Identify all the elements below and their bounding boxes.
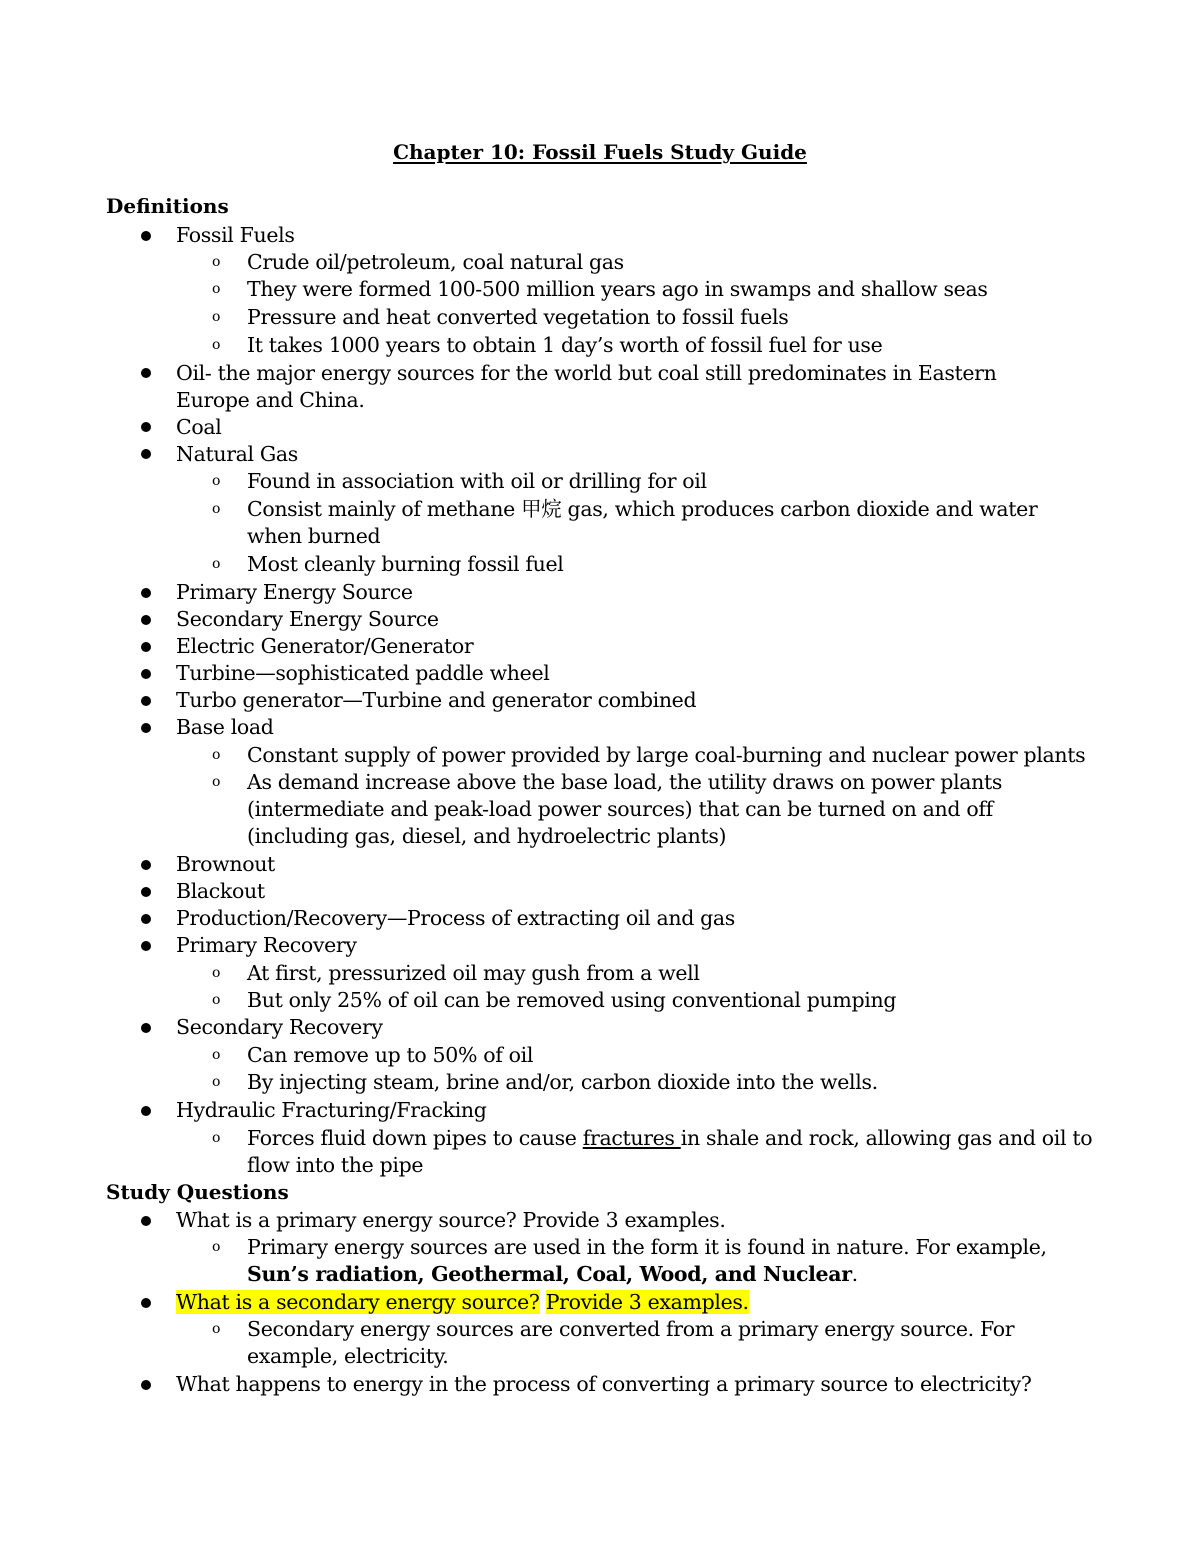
definition-item: Brownout [176,852,275,876]
bullet-icon [141,231,151,241]
sub-bullet-icon: o [212,337,221,353]
definition-subitem [247,1125,1097,1179]
definition-subitem: At first, pressurized oil may gush from a well [247,961,700,985]
definition-item: Hydraulic Fracturing/Fracking [176,1098,487,1122]
definition-subitem: Most cleanly burning fossil fuel [247,552,564,576]
highlighted-text: Provide 3 examples. [545,1290,749,1314]
definition-item: Primary Energy Source [176,580,413,604]
definition-subitem: Crude oil/petroleum, coal natural gas [247,250,624,274]
questions-heading: Study Questions [106,1180,289,1204]
definition-subitem: Found in association with oil or drilling for oil [247,469,707,493]
sub-bullet-icon: o [212,281,221,297]
definition-item: Fossil Fuels [176,223,295,247]
bullet-icon [141,1023,151,1033]
bullet-icon [141,1380,151,1390]
definition-item: Coal [176,415,222,439]
answer-text: . [851,1262,858,1286]
answer-item [247,1234,1097,1288]
bullet-icon [141,941,151,951]
underlined-term: fractures [582,1126,681,1150]
bullet-icon [141,669,151,679]
sub-bullet-icon: o [212,1321,221,1337]
definition-subitem: Pressure and heat converted vegetation to fossil fuels [247,305,789,329]
definition-subitem: By injecting steam, brine and/or, carbon dioxide into the wells. [247,1070,878,1094]
definition-subitem: They were formed 100-500 million years ago in swamps and shallow seas [247,277,988,301]
highlighted-text: What is a secondary energy source? [176,1290,540,1314]
sub-bullet-icon: o [212,1239,221,1255]
bullet-icon [141,1106,151,1116]
bullet-icon [141,696,151,706]
bullet-icon [141,723,151,733]
definition-subitem: It takes 1000 years to obtain 1 day’s worth of fossil fuel for use [247,333,883,357]
bullet-icon [141,642,151,652]
sub-bullet-icon: o [212,254,221,270]
definition-subitem: Can remove up to 50% of oil [247,1043,534,1067]
sub-bullet-icon: o [212,992,221,1008]
question-item: What happens to energy in the process of converting a primary source to electricity? [176,1372,1032,1396]
sub-bullet-icon: o [212,556,221,572]
sub-bullet-icon: o [212,1130,221,1146]
bullet-icon [141,449,151,459]
definition-item: Production/Recovery—Process of extracting oil and gas [176,906,735,930]
definition-item: Turbine—sophisticated paddle wheel [176,661,550,685]
subitem-text: Forces fluid down pipes to cause [247,1126,583,1150]
definition-subitem: Consist mainly of methane 甲烷 gas, which produces carbon dioxide and water when burned [247,497,1038,548]
sub-bullet-icon: o [212,747,221,763]
definition-item: Blackout [176,879,265,903]
definition-item: Natural Gas [176,442,298,466]
answer-bold-examples: Sun’s radiation, Geothermal, Coal, Wood, and Nuclear [247,1262,852,1286]
answer-text: Primary energy sources are used in the form it is found in nature. For example, [247,1235,1047,1259]
bullet-icon [141,422,151,432]
page-title: Chapter 10: Fossil Fuels Study Guide [393,140,807,164]
question-item: What is a primary energy source? Provide 3 examples. [176,1208,726,1232]
bullet-icon [141,887,151,897]
question-item [176,1289,1076,1316]
sub-bullet-icon: o [212,774,221,790]
sub-bullet-icon: o [212,1047,221,1063]
definitions-heading: Definitions [106,194,229,218]
sub-bullet-icon: o [212,473,221,489]
definition-item: Electric Generator/Generator [176,634,474,658]
bullet-icon [141,860,151,870]
sub-bullet-icon: o [212,965,221,981]
bullet-icon [141,914,151,924]
bullet-icon [141,368,151,378]
sub-bullet-icon: o [212,309,221,325]
sub-bullet-icon: o [212,501,221,517]
subitem-text: in shale and rock, allowing gas and oil to flow into the pipe [247,1126,1093,1177]
answer-item: Secondary energy sources are converted from a primary energy source. For example, electricity. [247,1317,1015,1368]
definition-item: Oil- the major energy sources for the world but coal still predominates in Eastern Europe and China. [176,361,997,412]
definition-subitem: As demand increase above the base load, the utility draws on power plants (intermediate and peak-load power sources) that can be turned on and off (including gas, diesel, and hydroelectric plants) [247,770,1003,848]
bullet-icon [141,1216,151,1226]
sub-bullet-icon: o [212,1074,221,1090]
definition-item: Secondary Energy Source [176,607,439,631]
definition-item: Secondary Recovery [176,1015,383,1039]
definition-item: Primary Recovery [176,933,357,957]
definition-item: Turbo generator—Turbine and generator combined [176,688,697,712]
bullet-icon [141,615,151,625]
bullet-icon [141,1298,151,1308]
definition-subitem: But only 25% of oil can be removed using conventional pumping [247,988,897,1012]
definition-subitem: Constant supply of power provided by large coal-burning and nuclear power plants [247,743,1086,767]
definition-item: Base load [176,715,274,739]
bullet-icon [141,588,151,598]
